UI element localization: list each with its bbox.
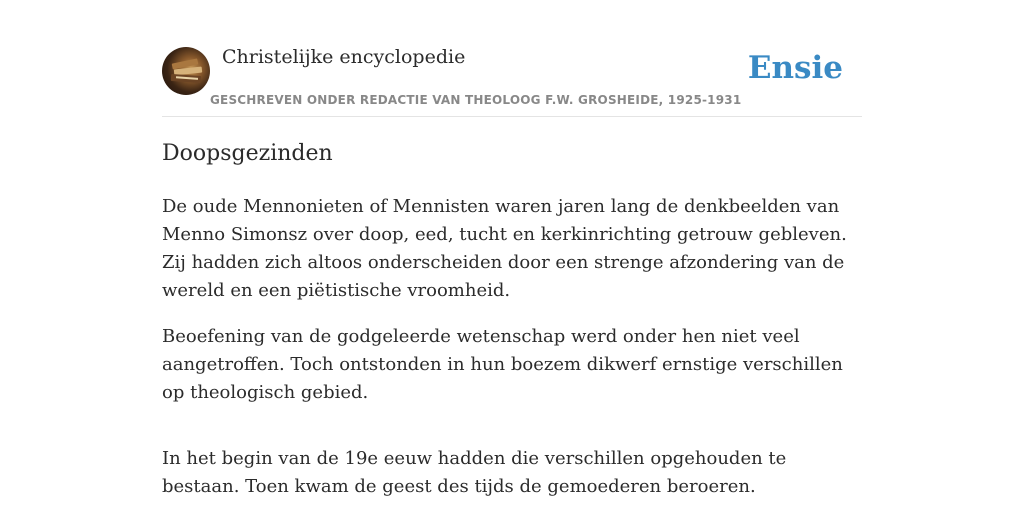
site-subtitle: GESCHREVEN ONDER REDACTIE VAN THEOLOOG F.W. GROSHEIDE, 1925-1931 <box>210 93 742 107</box>
article-paragraph: Beoefening van de godgeleerde wetenschap werd onder hen niet veel aangetroffen. Toch ontstonden in hun boezem dikwerf ernstige verschillen op theologisch gebied. <box>162 326 843 403</box>
article-paragraph: De oude Mennonieten of Mennisten waren jaren lang de denkbeelden van Menno Simonsz over doop, eed, tucht en kerkinrichting getrouw gebleven. Zij hadden zich altoos onderscheiden door een strenge afzondering van de wereld en een piëtistische vroomheid. <box>162 196 847 301</box>
article-title: Doopsgezinden <box>162 141 333 166</box>
site-header <box>162 44 862 117</box>
book-stack-image <box>162 47 210 95</box>
article <box>162 138 862 512</box>
site-title[interactable]: Christelijke encyclopedie <box>222 46 466 68</box>
article-paragraph: In het begin van de 19e eeuw hadden die verschillen opgehouden te bestaan. Toen kwam de geest des tijds de gemoederen beroeren. <box>162 448 787 497</box>
ensie-logo[interactable]: Ensie <box>747 50 843 86</box>
encyclopedia-avatar[interactable] <box>162 47 210 95</box>
